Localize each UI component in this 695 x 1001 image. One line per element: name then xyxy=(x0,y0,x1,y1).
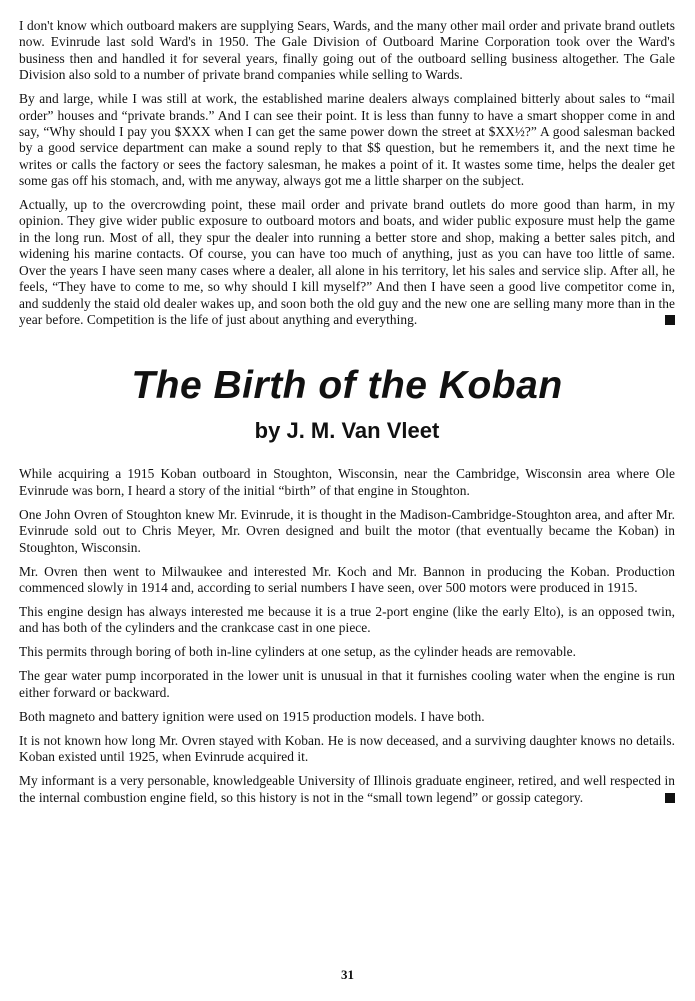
page-number: 31 xyxy=(341,967,354,982)
article-paragraph-7: Both magneto and battery ignition were used on 1915 production models. I have both. xyxy=(19,708,485,724)
intro-paragraph-1: I don't know which outboard makers are supplying Sears, Wards, and the many other mail order and private brand outlets now. Evinrude last sold Ward's in 1950. The Gale Division of Outboard Marine Corporation took over the Ward's business then and handled it for several years, finally going out of the outboard selling business altogether. The Gale Division also sold to a number of private brand companies while selling to Wards. xyxy=(19,18,675,83)
article-paragraph-4: This engine design has always interested me because it is a true 2-port engine (like the early Elto), is an opposed twin, and has both of the cylinders and the crankcase cast in one piece. xyxy=(19,603,675,636)
article-paragraph-6: The gear water pump incorporated in the lower unit is unusual in that it furnishes cooling water when the engine is run either forward or backward. xyxy=(19,668,675,700)
article-byline: by J. M. Van Vleet xyxy=(254,418,440,444)
article-title: The Birth of the Koban xyxy=(131,364,563,408)
article-section xyxy=(19,466,675,806)
article-paragraph-2: One John Ovren of Stoughton knew Mr. Evinrude, it is thought in the Madison-Cambridge-Stoughton area, and after Mr. Evinrude sold out to Chris Meyer, Mr. Ovren designed and built the motor (that eventually became the Koban) in Stoughton, Wisconsin. xyxy=(19,506,675,555)
article-paragraph-8: It is not known how long Mr. Ovren stayed with Koban. He is now deceased, and a surviving daughter knows no details. Koban existed until 1925, when Evinrude acquired it. xyxy=(19,732,675,765)
intro-paragraph-2: By and large, while I was still at work, the established marine dealers always complained bitterly about sales to “mail order” houses and “private brands.” And I can see their point. It is less than funny to have a smart shopper come in and say, “Why should I pay you $XXX when I can get the same power down the street at $XX½?” A good salesman backed by a good service department can make a sound reply to that $$ question, but he remembers it, and the next time he writes or calls the factory or sees the factory salesman, he makes a point of it. It wastes some time, helps the dealer get some gas off his stomach, and, with me anyway, always got me a little sharper on the subject. xyxy=(19,91,675,189)
article-paragraph-3: Mr. Ovren then went to Milwaukee and interested Mr. Koch and Mr. Bannon in producing the Koban. Production commenced slowly in 1914 and, according to serial numbers I have seen, over 500 motors were produced in 1915. xyxy=(19,563,675,595)
article-paragraph-9-wrap xyxy=(19,773,675,806)
end-of-article-mark-icon xyxy=(665,315,675,325)
article-paragraph-1: While acquiring a 1915 Koban outboard in Stoughton, Wisconsin, near the Cambridge, Wisconsin area where Ole Evinrude was born, I heard a story of the initial “birth” of that engine in Stoughton. xyxy=(19,466,675,498)
article-paragraph-5: This permits through boring of both in-line cylinders at one setup, as the cylinder heads are removable. xyxy=(19,644,577,660)
article-paragraph-9: My informant is a very personable, knowledgeable University of Illinois graduate engineer, retired, and well respected in the internal combustion engine field, so this history is not in the “small town legend” or gossip category. xyxy=(19,773,675,805)
intro-section xyxy=(19,18,675,328)
intro-paragraph-3: Actually, up to the overcrowding point, these mail order and private brand outlets do more good than harm, in my opinion. They give wider public exposure to outboard motors and boats, and wider public exposure must help the game in the long run. Most of all, they spur the dealer into running a better store and shop, making a better sales pitch, and widening his marine contacts. Of course, you can have too much of anything, just as you can have too little of same. Over the years I have seen many cases where a dealer, all alone in his territory, let his sales and service slip. After all, he feels, “They have to come to me, so why should I kill myself?” And then I have seen a good live competitor come in, and suddenly the staid old dealer wakes up, and soon both the old guy and the new one are selling many more than in the year before. Competition is the life of just about anything and everything. xyxy=(19,197,675,327)
end-of-article-mark-icon xyxy=(665,793,675,803)
intro-paragraph-3-wrap xyxy=(19,197,675,328)
page-body xyxy=(19,18,675,814)
